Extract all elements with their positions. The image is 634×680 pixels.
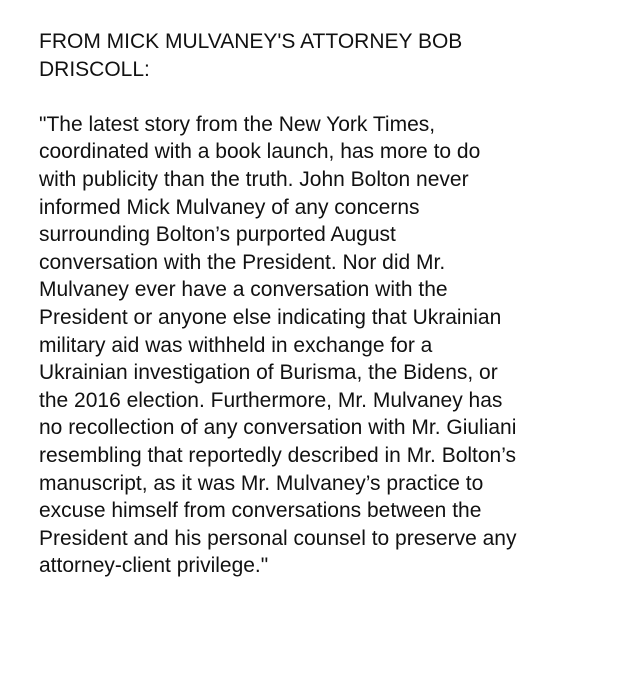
- quote-line: surrounding Bolton’s purported August: [39, 223, 396, 247]
- quote-line: attorney-client privilege.": [39, 554, 269, 578]
- quote-line: with publicity than the truth. John Bolton never: [39, 167, 469, 191]
- heading-line: DRISCOLL:: [39, 57, 150, 81]
- statement-document: [39, 28, 619, 580]
- quote-line: Ukrainian investigation of Burisma, the Bidens, or: [39, 361, 498, 385]
- quote-line: conversation with the President. Nor did Mr.: [39, 250, 446, 274]
- quote-line: "The latest story from the New York Times,: [39, 112, 436, 136]
- quote-line: excuse himself from conversations between the: [39, 499, 482, 523]
- statement-heading: [39, 28, 619, 83]
- quote-line: manuscript, as it was Mr. Mulvaney’s practice to: [39, 471, 484, 495]
- heading-line: FROM MICK MULVANEY'S ATTORNEY BOB: [39, 30, 463, 53]
- quote-line: military aid was withheld in exchange for a: [39, 333, 433, 357]
- statement-quote: [39, 111, 619, 580]
- quote-line: resembling that reportedly described in Mr. Bolton’s: [39, 443, 517, 467]
- quote-line: Mulvaney ever have a conversation with the: [39, 278, 448, 302]
- quote-line: President or anyone else indicating that Ukrainian: [39, 305, 502, 329]
- quote-line: coordinated with a book launch, has more to do: [39, 140, 481, 164]
- quote-line: President and his personal counsel to preserve any: [39, 526, 517, 550]
- quote-line: no recollection of any conversation with Mr. Giuliani: [39, 416, 517, 440]
- quote-line: informed Mick Mulvaney of any concerns: [39, 195, 420, 219]
- quote-line: the 2016 election. Furthermore, Mr. Mulvaney has: [39, 388, 503, 412]
